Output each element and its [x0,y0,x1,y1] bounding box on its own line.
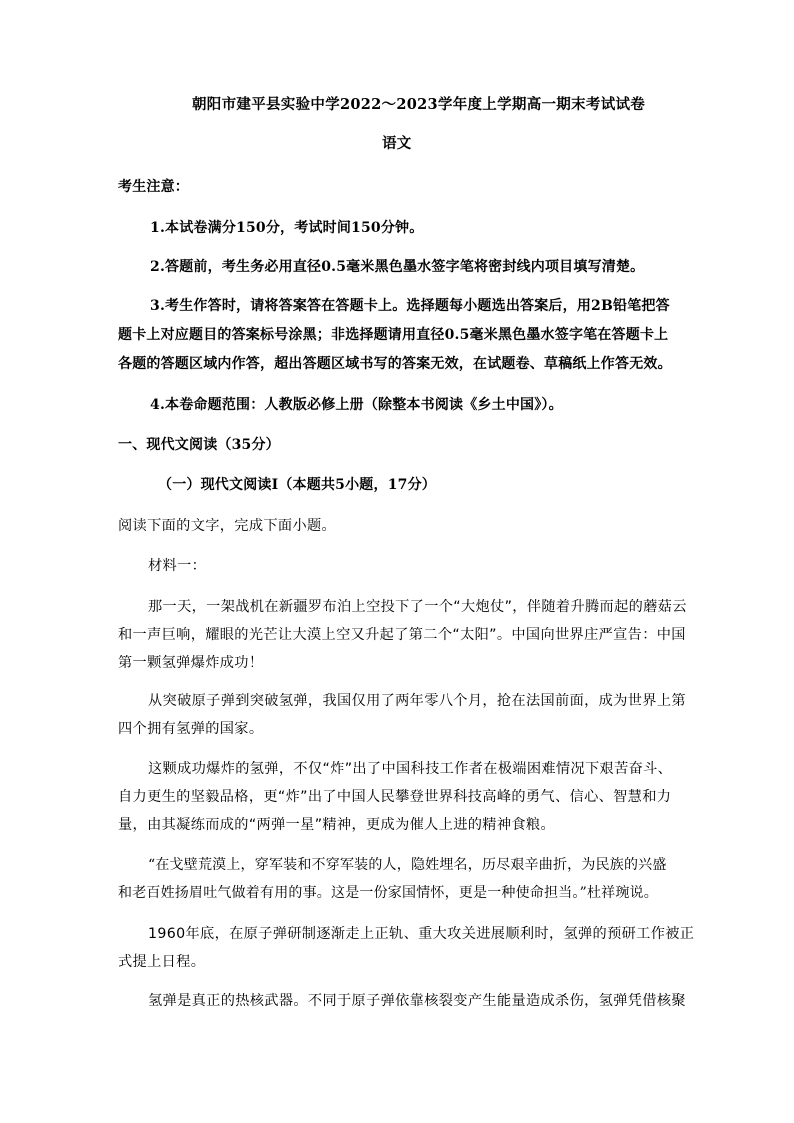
reading-instruction: 阅读下面的文字，完成下面小题。 [118,518,337,534]
section-heading: 一、现代文阅读（35分） [118,437,280,453]
paragraph-1-line-2: 和一声巨响，耀眼的光芒让大漠上空又升起了第二个“太阳”。中国向世界庄严宣告：中国 [118,627,686,643]
notice-item-3-line-1: 3.考生作答时，请将答案答在答题卡上。选择题每小题选出答案后，用2B铅笔把答 [150,298,670,314]
notice-item-4: 4.本卷命题范围：人教版必修上册（除整本书阅读《乡土中国》）。 [150,397,563,413]
paragraph-3-line-3: 量，由其凝练而成的“两弹一星”精神，更成为催人上进的精神食粮。 [118,817,555,833]
subject-title: 语文 [382,135,412,152]
notice-heading: 考生注意： [118,179,189,195]
paragraph-4-line-2: 和老百姓扬眉吐气做着有用的事。这是一份家国情怀，更是一种使命担当。”杜祥琬说。 [118,885,658,901]
material-label: 材料一： [148,558,207,574]
paragraph-2-line-1: 从突破原子弹到突破氢弹，我国仅用了两年零八个月，抢在法国前面，成为世界上第 [148,693,686,709]
paragraph-3-line-1: 这颗成功爆炸的氢弹，不仅“炸”出了中国科技工作者在极端困难情况下艰苦奋斗、 [148,761,673,777]
paragraph-5-line-1: 1960年底，在原子弹研制逐渐走上正轨、重大攻关进展顺利时，氢弹的预研工作被正 [148,926,695,942]
exam-title: 朝阳市建平县实验中学2022～2023学年度上学期高一期末考试试卷 [192,96,646,113]
paragraph-5-line-2: 式提上日程。 [118,954,206,970]
notice-item-1: 1.本试卷满分150分，考试时间150分钟。 [150,220,424,236]
paragraph-1-line-1: 那一天，一架战机在新疆罗布泊上空投下了一个“大炮仗”，伴随着升腾而起的蘑菇云 [148,599,687,615]
paragraph-1-line-3: 第一颗氢弹爆炸成功！ [118,655,264,671]
paragraph-2-line-2: 四个拥有氢弹的国家。 [118,721,264,737]
paragraph-3-line-2: 自力更生的坚毅品格，更“炸”出了中国人民攀登世界科技高峰的勇气、信心、智慧和力 [118,789,672,805]
paragraph-4-line-1: “在戈壁荒漠上，穿军装和不穿军装的人，隐姓埋名，历尽艰辛曲折，为民族的兴盛 [148,857,667,873]
sub-section-heading: （一）现代文阅读Ⅰ（本题共5小题，17分） [158,477,436,493]
paragraph-6-line-1: 氢弹是真正的热核武器。不同于原子弹依靠核裂变产生能量造成杀伤，氢弹凭借核聚 [148,993,686,1009]
notice-item-3-line-2: 题卡上对应题目的答案标号涂黑；非选择题请用直径0.5毫米黑色墨水签字笔在答题卡上 [118,327,669,343]
notice-item-2: 2.答题前，考生务必用直径0.5毫米黑色墨水签字笔将密封线内项目填写清楚。 [150,259,645,275]
notice-item-3-line-3: 各题的答题区域内作答，超出答题区域书写的答案无效，在试题卷、草稿纸上作答无效。 [118,356,672,372]
